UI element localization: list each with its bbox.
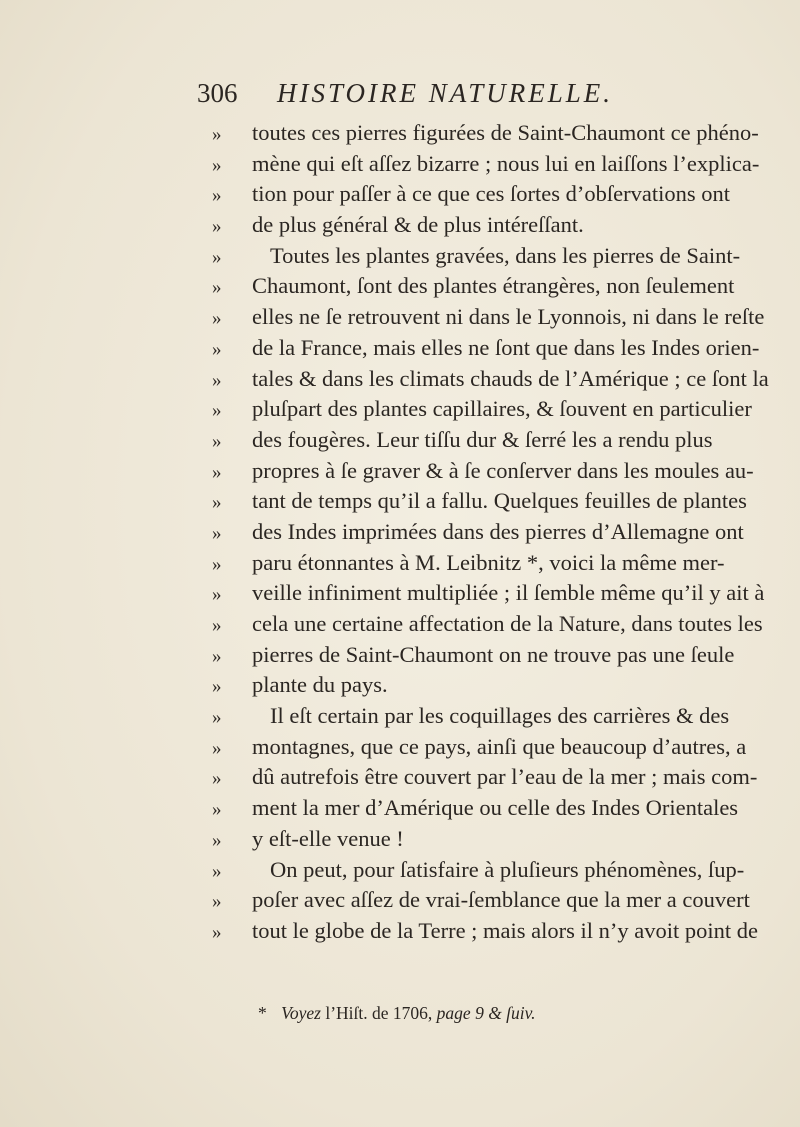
quote-mark: » — [212, 522, 222, 544]
line-text: Chaumont, ſont des plantes étrangères, non ſeulement — [252, 273, 735, 299]
quote-mark: » — [212, 615, 222, 636]
text-line — [212, 609, 772, 640]
line-text: de la France, mais elles ne ſont que dans les Indes orien- — [252, 334, 760, 360]
text-line — [212, 149, 772, 180]
quote-mark: » — [212, 185, 222, 207]
text-line — [212, 394, 772, 425]
body-text — [212, 118, 772, 947]
line-text: paru étonnantes à M. Leibnitz *, voici la même mer- — [252, 549, 725, 575]
quote-mark: » — [212, 216, 222, 238]
line-text: dû autrefois être couvert par l’eau de la mer ; mais com- — [252, 764, 758, 790]
line-text: plante du pays. — [252, 672, 388, 698]
text-line — [212, 732, 772, 763]
line-text: des fougères. Leur tiſſu dur & ſerré les a rendu plus — [252, 426, 713, 452]
quote-mark: » — [212, 891, 222, 913]
text-line — [212, 364, 772, 395]
quote-mark: » — [212, 645, 222, 667]
quote-mark: » — [212, 492, 222, 514]
text-line — [212, 916, 772, 947]
quote-mark: » — [212, 154, 222, 176]
text-line — [212, 885, 772, 916]
text-line — [212, 486, 772, 517]
line-text: veille infiniment multipliée ; il ſemble même qu’il y ait à — [252, 580, 765, 606]
quote-mark: » — [212, 768, 222, 790]
line-text: pierres de Saint-Chaumont on ne trouve pas une ſeule — [252, 641, 735, 667]
running-title: HISTOIRE NATURELLE. — [277, 78, 614, 108]
text-line — [212, 241, 772, 272]
quote-mark: » — [212, 676, 222, 698]
footnote-text: l’Hiſt. de 1706, — [325, 1003, 433, 1023]
quote-mark: » — [212, 737, 222, 759]
line-text: On peut, pour ſatisfaire à pluſieurs phénomènes, ſup- — [270, 856, 745, 882]
footnote-marker: * — [258, 1003, 267, 1023]
line-text: mène qui eſt aſſez bizarre ; nous lui en laiſſons l’explica- — [252, 150, 760, 176]
line-text: propres à ſe graver & à ſe conſerver dans les moules au- — [252, 457, 754, 483]
quote-mark: » — [212, 338, 222, 360]
line-text: cela une certaine affectation de la Nature, dans toutes les — [252, 611, 763, 636]
quote-mark: » — [212, 430, 222, 452]
footnote — [258, 1003, 536, 1024]
quote-mark: » — [212, 277, 222, 299]
quote-mark: » — [212, 584, 222, 606]
quote-mark: » — [212, 921, 222, 943]
line-text: tion pour paſſer à ce que ces ſortes d’obſervations ont — [252, 181, 730, 207]
text-line — [212, 701, 772, 732]
line-text: Il eſt certain par les coquillages des carrières & des — [270, 703, 730, 729]
text-line — [212, 271, 772, 302]
text-line — [212, 517, 772, 548]
text-line — [212, 762, 772, 793]
text-line — [212, 425, 772, 456]
page-header — [197, 78, 667, 112]
page-number: 306 — [197, 78, 238, 108]
line-text: Toutes les plantes gravées, dans les pierres de Saint- — [270, 242, 741, 268]
footnote-voyez: Voyez — [281, 1003, 321, 1023]
line-text: poſer avec aſſez de vrai-ſemblance que la mer a couvert — [252, 887, 750, 913]
quote-mark: » — [212, 553, 222, 575]
quote-mark: » — [212, 124, 222, 145]
line-text: pluſpart des plantes capillaires, & ſouvent en particulier — [252, 396, 752, 422]
text-line — [212, 179, 772, 210]
text-line — [212, 793, 772, 824]
quote-mark: » — [212, 829, 222, 851]
quote-mark: » — [212, 369, 222, 391]
text-line — [212, 210, 772, 241]
quote-mark: » — [212, 308, 222, 330]
line-text: y eſt-elle venue ! — [252, 825, 404, 851]
line-text: montagnes, que ce pays, ainſi que beaucoup d’autres, a — [252, 733, 747, 759]
quote-mark: » — [212, 860, 222, 882]
text-line — [212, 118, 772, 149]
text-line — [212, 456, 772, 487]
text-line — [212, 855, 772, 886]
line-text: ment la mer d’Amérique ou celle des Indes Orientales — [252, 795, 739, 821]
line-text: tales & dans les climats chauds de l’Amérique ; ce ſont la — [252, 365, 769, 391]
quote-mark: » — [212, 707, 222, 729]
line-text: des Indes imprimées dans des pierres d’Allemagne ont — [252, 518, 744, 544]
text-line — [212, 640, 772, 671]
text-line — [212, 824, 772, 855]
quote-mark: » — [212, 461, 222, 483]
text-line — [212, 670, 772, 701]
line-text: tout le globe de la Terre ; mais alors il n’y avoit point de — [252, 917, 759, 943]
text-line — [212, 333, 772, 364]
quote-mark: » — [212, 400, 222, 422]
line-text: elles ne ſe retrouvent ni dans le Lyonnois, ni dans le reſte — [252, 304, 765, 330]
text-line — [212, 548, 772, 579]
quote-mark: » — [212, 246, 222, 268]
line-text: de plus général & de plus intéreſſant. — [252, 212, 584, 238]
text-line — [212, 302, 772, 333]
line-text: tant de temps qu’il a fallu. Quelques feuilles de plantes — [252, 488, 747, 514]
footnote-page-ref: page 9 & ſuiv. — [436, 1003, 536, 1023]
line-text: toutes ces pierres figurées de Saint-Chaumont ce phéno- — [252, 120, 759, 145]
text-line — [212, 578, 772, 609]
quote-mark: » — [212, 799, 222, 821]
